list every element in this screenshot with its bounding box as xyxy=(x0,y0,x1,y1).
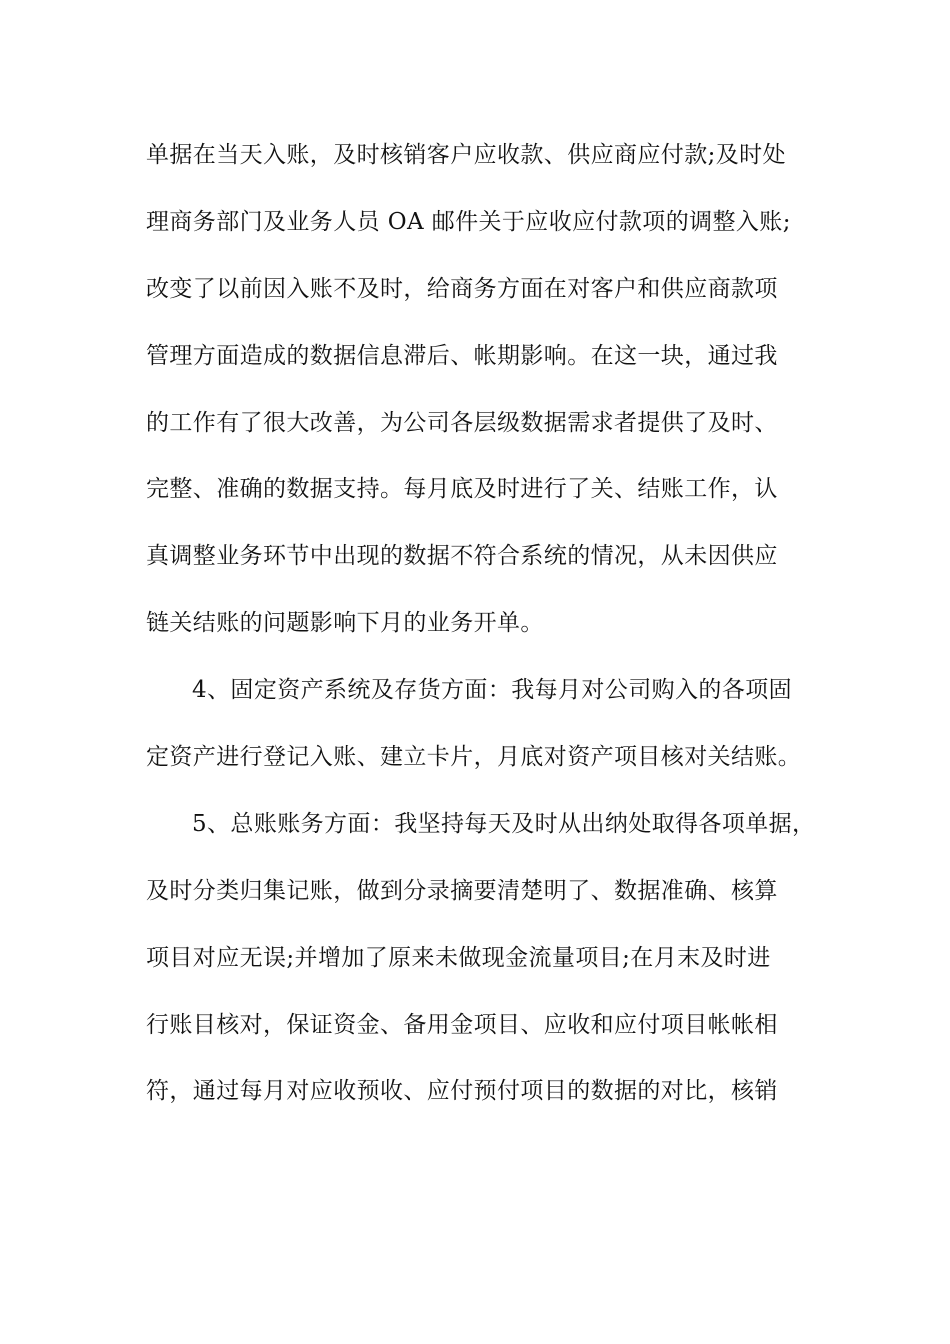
text-line: 项目对应无误;并增加了原来未做现金流量项目;在月末及时进 xyxy=(146,944,771,971)
text-line: 改变了以前因入账不及时，给商务方面在对客户和供应商款项 xyxy=(146,275,778,302)
text-line: 符，通过每月对应收预收、应付预付项目的数据的对比，核销 xyxy=(146,1078,778,1105)
text-line: 完整、准确的数据支持。每月底及时进行了关、结账工作，认 xyxy=(146,476,778,503)
text-line: 的工作有了很大改善，为公司各层级数据需求者提供了及时、 xyxy=(146,409,778,436)
text-line: 真调整业务环节中出现的数据不符合系统的情况，从未因供应 xyxy=(146,543,778,570)
text-line: 理商务部门及业务人员 OA 邮件关于应收应付款项的调整入账; xyxy=(146,208,791,235)
text-line: 管理方面造成的数据信息滞后、帐期影响。在这一块，通过我 xyxy=(146,342,778,369)
text-line: 定资产进行登记入账、建立卡片，月底对资产项目核对关结账。 xyxy=(146,744,802,771)
body-text xyxy=(146,130,846,1133)
text-line: 链关结账的问题影响下月的业务开单。 xyxy=(146,610,544,637)
text-line: 单据在当天入账，及时核销客户应收款、供应商应付款;及时处 xyxy=(146,142,786,168)
text-line: 及时分类归集记账，做到分录摘要清楚明了、数据准确、核算 xyxy=(146,877,778,904)
paragraph-start-line: 5、总账账务方面：我坚持每天及时从出纳处取得各项单据， xyxy=(192,810,816,837)
paragraph-start-line: 4、固定资产系统及存货方面：我每月对公司购入的各项固 xyxy=(192,677,793,704)
text-line: 行账目核对，保证资金、备用金项目、应收和应付项目帐帐相 xyxy=(146,1011,778,1038)
